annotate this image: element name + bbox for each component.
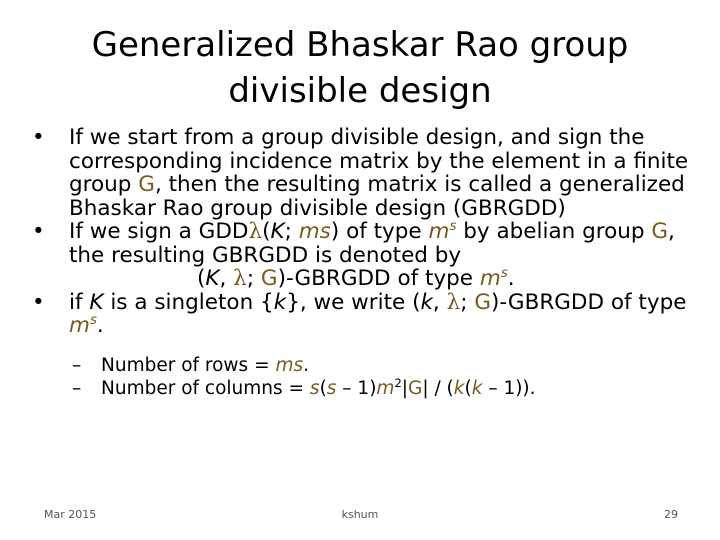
- lambda-symbol: λ: [233, 266, 247, 291]
- footer-date: Mar 2015: [44, 508, 97, 521]
- slide-body: [32, 126, 692, 400]
- var-s: s: [326, 377, 337, 399]
- bullet-item-3: [32, 291, 692, 338]
- columns-label: Number of columns =: [101, 377, 310, 399]
- var-k: K: [89, 289, 104, 315]
- bullet-item-2: [32, 220, 692, 291]
- period: .: [303, 354, 310, 376]
- period: .: [96, 313, 104, 338]
- sub-bullet-rows: [32, 354, 692, 377]
- paren: (: [197, 266, 206, 291]
- comma: ,: [432, 289, 447, 315]
- b2-sep: ;: [284, 219, 299, 244]
- b3-text-6: )-GBRGDD of type: [490, 289, 687, 315]
- title-line-1: Generalized Bhaskar Rao group: [91, 25, 629, 65]
- group-g: G: [260, 266, 278, 291]
- var-small-k: k: [420, 289, 433, 315]
- bullet-1-text: If we start from a group divisible design, and sign the corresponding incidence matrix by the element in a finite group: [69, 125, 689, 197]
- abs-bar: |: [401, 377, 408, 399]
- title-line-2: divisible design: [228, 71, 492, 111]
- centered-notation: [69, 267, 692, 291]
- sub-bullet-columns: [32, 377, 692, 400]
- var-ms: ms: [275, 354, 304, 376]
- bullet-item-1: [32, 126, 692, 220]
- group-g: G: [407, 377, 423, 399]
- group-g: G: [474, 289, 491, 315]
- b3-text-3: }, we write (: [286, 289, 421, 315]
- b3-text-2: is a singleton {: [103, 289, 274, 315]
- minus-one: – 1): [336, 377, 377, 399]
- bullet-dot-icon: •: [32, 289, 45, 315]
- superscript-s: s: [449, 218, 457, 234]
- superscript-s: s: [500, 265, 508, 281]
- bullet-dot-icon: •: [32, 125, 45, 150]
- paren: (: [319, 377, 327, 399]
- minus-one-close: – 1)).: [482, 377, 536, 399]
- b3-text-1: if: [69, 289, 90, 315]
- sub-bullet-list: [32, 354, 692, 400]
- abs-bar-divide: | / (: [422, 377, 454, 399]
- semicolon: ;: [246, 266, 261, 291]
- var-s: s: [309, 377, 320, 399]
- bullet-dot-icon: •: [32, 219, 45, 244]
- lambda-symbol: λ: [248, 219, 263, 244]
- var-ms: ms: [298, 219, 331, 244]
- comma: ,: [219, 266, 234, 291]
- var-k: K: [205, 266, 220, 291]
- rows-label: Number of rows =: [101, 354, 276, 376]
- group-g: G: [138, 172, 155, 197]
- var-small-k: k: [273, 289, 287, 315]
- var-k: K: [270, 219, 285, 244]
- b2-text-3: by abelian group: [456, 219, 652, 244]
- slide-title: [60, 22, 660, 114]
- footer-author: kshum: [341, 508, 379, 521]
- footer-page-number: 29: [664, 508, 678, 521]
- var-small-k: k: [453, 377, 465, 399]
- var-m: m: [428, 219, 450, 244]
- exponent-2: 2: [394, 375, 402, 390]
- b2-text-2: ) of type: [330, 219, 429, 244]
- bullet-1-rest: , then the resulting matrix is called a generalized Bhaskar Rao group divisible design (GBRGDD): [69, 172, 685, 221]
- b2-text-4: , the resulting GBRGDD is denoted by: [69, 219, 675, 268]
- var-m: m: [69, 313, 90, 338]
- var-m: m: [479, 266, 501, 291]
- var-m: m: [376, 377, 395, 399]
- superscript-s: s: [89, 312, 97, 328]
- semicolon: ;: [460, 289, 475, 315]
- paren: (: [464, 377, 472, 399]
- dash-icon: –: [72, 354, 82, 376]
- group-g: G: [651, 219, 669, 244]
- var-small-k: k: [471, 377, 483, 399]
- b2-text-1: If we sign a GDD: [69, 219, 249, 244]
- lambda-symbol: λ: [446, 289, 461, 315]
- notation-text: )-GBRGDD of type: [277, 266, 480, 291]
- b2-open: (: [262, 219, 271, 244]
- dash-icon: –: [72, 377, 82, 399]
- period: .: [507, 266, 515, 291]
